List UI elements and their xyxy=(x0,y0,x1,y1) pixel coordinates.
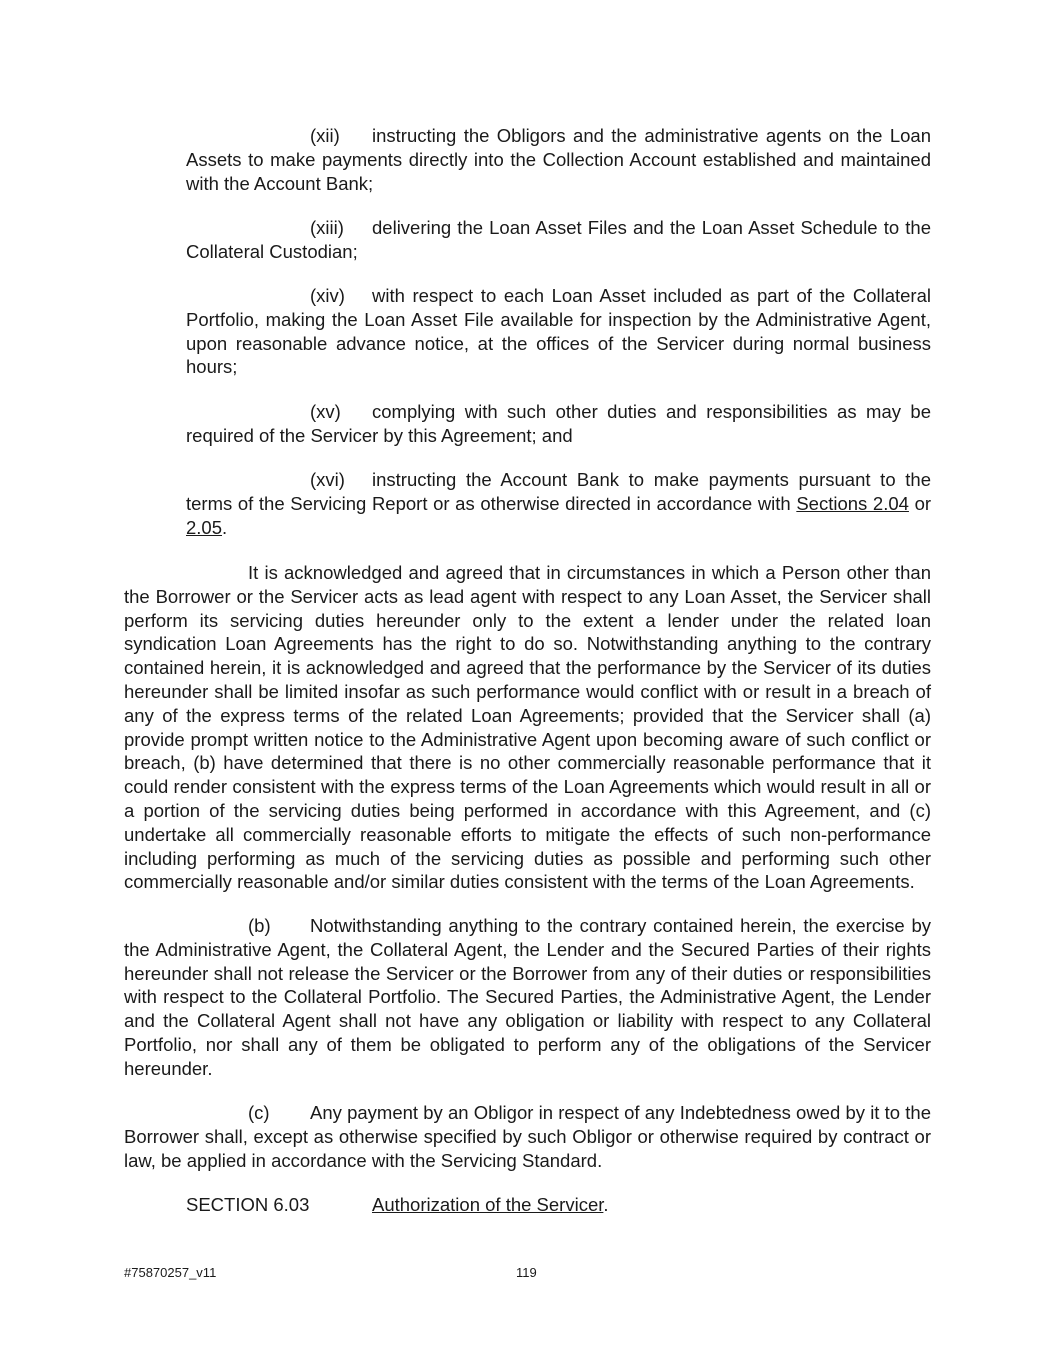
paragraph-text: It is acknowledged and agreed that in circumstances in which a Person other than the Borrower or the Servicer acts as lead agent with respect to any Loan Asset, the Servicer shall perform its servicing duties hereunder only to the extent a lender under the related loan syndication Loan Agreements has the right to do so. Notwithstanding anything to the contrary contained herein, it is acknowledged and agreed that the performance by the Servicer of its duties hereunder shall be limited insofar as such performance would conflict with or result in a breach of any of the express terms of the related Loan Agreements; provided that the Servicer shall (a) provide prompt written notice to the Administrative Agent upon becoming aware of such conflict or breach, (b) have determined that there is no other commercially reasonable performance that it could render consistent with the express terms of the Loan Agreements which would result in all or a portion of the servicing duties being performed in accordance with this Agreement, and (c) undertake all commercially reasonable efforts to mitigate the effects of such non-performance including performing as much of the servicing duties as possible and performing such other commercially reasonable and/or similar duties consistent with the terms of the Loan Agreements. xyxy=(124,562,931,893)
list-item-xii xyxy=(186,124,931,195)
list-item-xiv xyxy=(186,284,931,379)
section-heading xyxy=(186,1193,609,1217)
item-number: (xiv) xyxy=(310,285,345,306)
paragraph-c xyxy=(124,1101,931,1172)
paragraph-number: (c) xyxy=(248,1102,270,1123)
list-item-xv xyxy=(186,400,931,448)
paragraph-number: (b) xyxy=(248,915,271,936)
item-number: (xii) xyxy=(310,125,340,146)
section-2-05-reference: 2.05 xyxy=(186,516,223,538)
paragraph-text: Any payment by an Obligor in respect of any Indebtedness owed by it to the Borrower shall, except as otherwise specified by such Obligor or otherwise required by contract or law, be applied in accordance with the Servicing Standard. xyxy=(124,1102,931,1171)
item-text-or: or xyxy=(914,492,932,514)
item-text: instructing the Obligors and the administrative agents on the Loan Assets to make payments directly into the Collection Account established and maintained with the Account Bank; xyxy=(186,125,931,194)
acknowledgement-paragraph xyxy=(124,561,931,894)
item-text: with respect to each Loan Asset included as part of the Collateral Portfolio, making the Loan Asset File available for inspection by the Administrative Agent, upon reasonable advance notice, at the offices of the Servicer during normal business hours; xyxy=(186,285,931,378)
section-number: SECTION 6.03 xyxy=(186,1194,310,1215)
item-number: (xv) xyxy=(310,401,341,422)
paragraph-text: Notwithstanding anything to the contrary contained herein, the exercise by the Administrative Agent, the Collateral Agent, the Lender and the Secured Parties of their rights hereunder shall not release the Servicer or the Borrower from any of their duties or responsibilities with respect to the Collateral Portfolio. The Secured Parties, the Administrative Agent, the Lender and the Collateral Agent shall not have any obligation or liability with respect to any Collateral Portfolio, nor shall any of them be obligated to perform any of the obligations of the Servicer hereunder. xyxy=(124,915,931,1079)
footer-page-number: 119 xyxy=(516,1265,537,1280)
footer-doc-id: #75870257_v11 xyxy=(124,1265,217,1280)
paragraph-b xyxy=(124,914,931,1081)
item-text: delivering the Loan Asset Files and the Loan Asset Schedule to the Collateral Custodian; xyxy=(186,217,931,262)
section-title: Authorization of the Servicer xyxy=(372,1194,604,1215)
section-title-period: . xyxy=(603,1194,609,1215)
item-text: instructing the Account Bank to make payments pursuant to the terms of the Servicing Report or as otherwise directed in accordance with xyxy=(186,469,931,514)
item-number: (xvi) xyxy=(310,469,345,490)
sections-2-04-reference: Sections 2.04 xyxy=(796,492,909,514)
list-item-xiii xyxy=(186,216,931,264)
list-item-xvi xyxy=(186,468,931,539)
item-text-period: . xyxy=(222,516,228,538)
item-text: complying with such other duties and responsibilities as may be required of the Servicer by this Agreement; and xyxy=(186,401,931,446)
item-number: (xiii) xyxy=(310,217,344,238)
